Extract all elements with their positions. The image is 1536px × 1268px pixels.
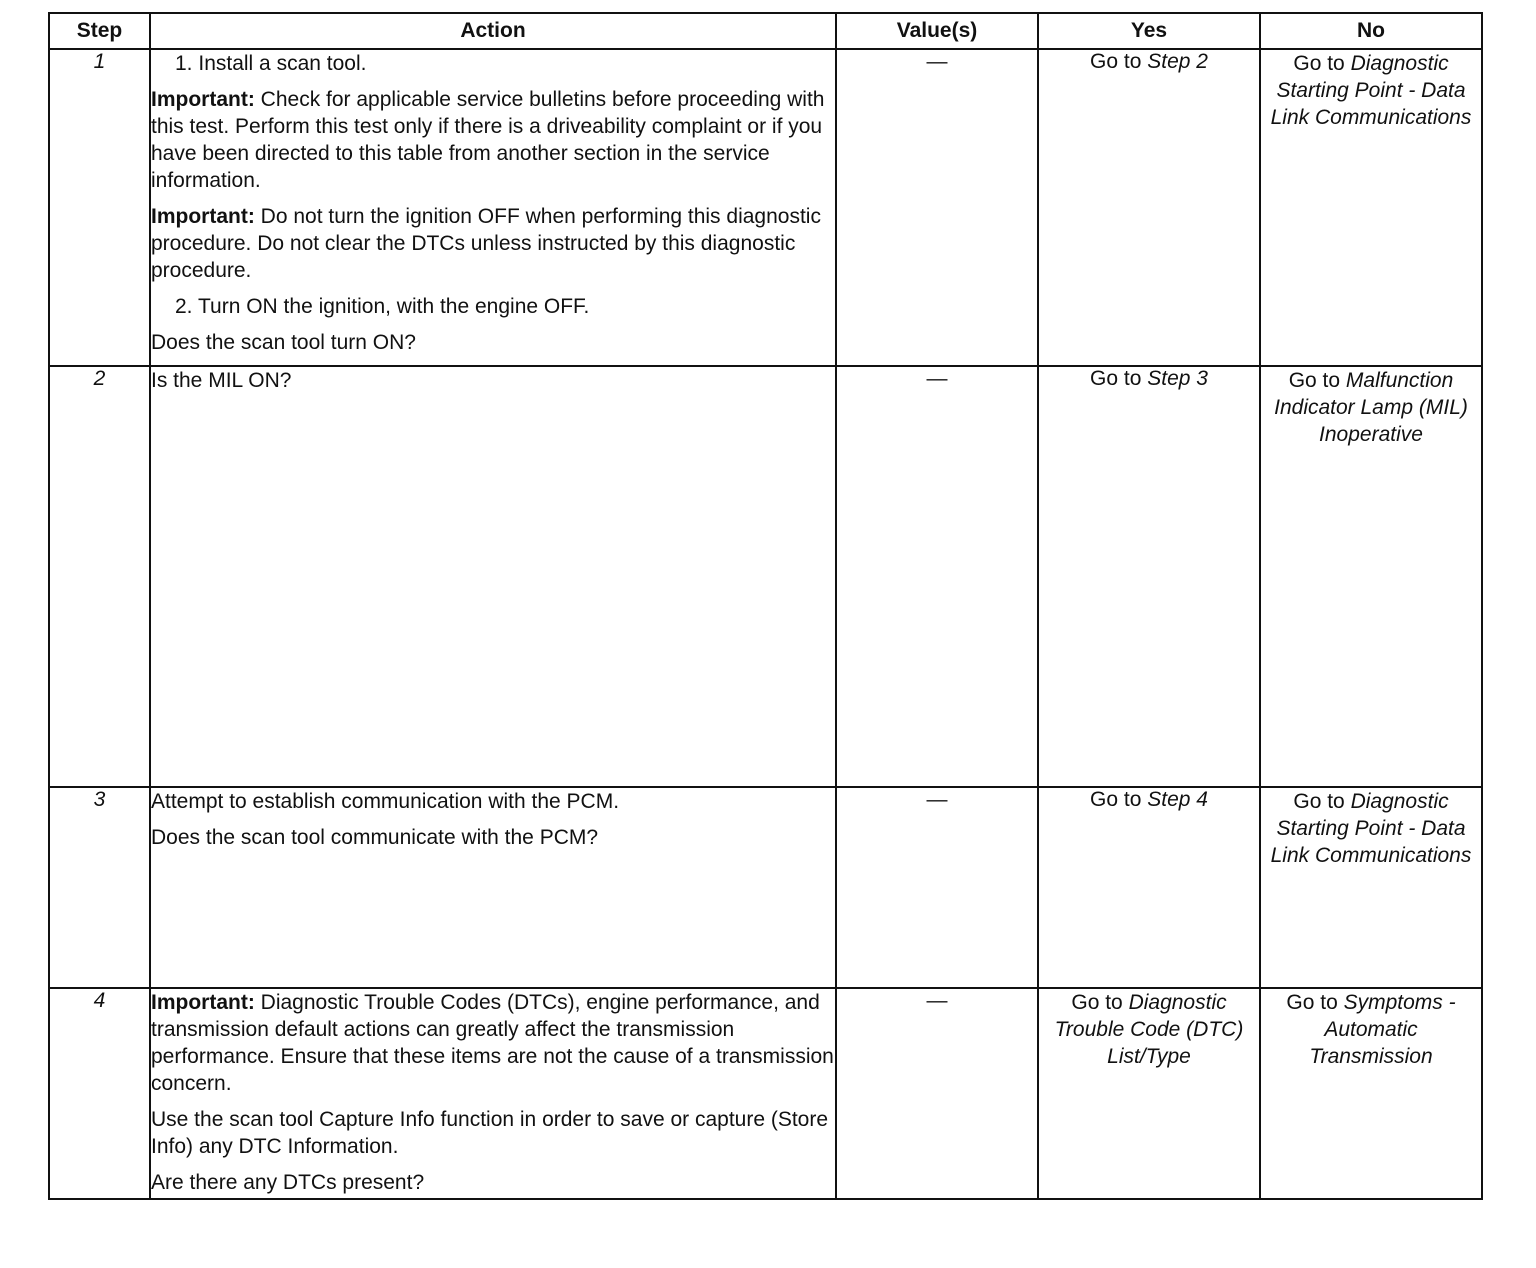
go-to-text: Go to bbox=[1090, 50, 1148, 73]
table-row bbox=[49, 988, 1482, 1199]
column-header-yes: Yes bbox=[1038, 13, 1260, 49]
step-number: 2 bbox=[49, 366, 150, 787]
action-text: Attempt to establish communication with the PCM. bbox=[151, 790, 620, 813]
no-link[interactable]: Diagnostic Starting Point - Data Link Communications bbox=[1270, 52, 1472, 129]
yes-cell bbox=[1038, 366, 1260, 787]
table-row bbox=[49, 366, 1482, 787]
step-number: 4 bbox=[49, 988, 150, 1199]
list-text: Turn ON the ignition, with the engine OFF. bbox=[197, 295, 590, 318]
column-header-action: Action bbox=[150, 13, 836, 49]
important-note bbox=[151, 203, 835, 284]
action-question: Is the MIL ON? bbox=[151, 369, 292, 392]
table-row bbox=[49, 787, 1482, 988]
yes-link[interactable]: Diagnostic Trouble Code (DTC) List/Type bbox=[1054, 991, 1244, 1068]
no-link[interactable]: Symptoms - Automatic Transmission bbox=[1309, 991, 1456, 1068]
go-to-text: Go to bbox=[1071, 991, 1129, 1014]
important-label: Important: bbox=[151, 88, 255, 111]
action-cell bbox=[150, 366, 836, 787]
important-text: Check for applicable service bulletins before proceeding with this test. Perform this test only if there is a driveability complaint or if you have been directed to this table from another section in the service information. bbox=[151, 88, 825, 192]
action-question: Does the scan tool turn ON? bbox=[151, 331, 416, 354]
yes-cell bbox=[1038, 49, 1260, 366]
action-text: Use the scan tool Capture Info function in order to save or capture (Store Info) any DTC Information. bbox=[151, 1108, 829, 1158]
important-text: Do not turn the ignition OFF when performing this diagnostic procedure. Do not clear the DTCs unless instructed by this diagnostic procedure. bbox=[151, 205, 821, 282]
action-list-item bbox=[151, 293, 835, 320]
no-cell bbox=[1260, 49, 1482, 366]
go-to-text: Go to bbox=[1293, 52, 1351, 75]
important-label: Important: bbox=[151, 205, 255, 228]
diagnostic-table bbox=[48, 12, 1483, 1200]
list-text: Install a scan tool. bbox=[198, 52, 367, 75]
action-cell bbox=[150, 49, 836, 366]
action-question: Does the scan tool communicate with the PCM? bbox=[151, 826, 599, 849]
important-label: Important: bbox=[151, 991, 255, 1014]
no-link[interactable]: Malfunction Indicator Lamp (MIL) Inoperative bbox=[1274, 369, 1468, 446]
action-list-item bbox=[151, 50, 835, 77]
action-cell bbox=[150, 787, 836, 988]
value-cell: — bbox=[836, 49, 1038, 366]
go-to-text: Go to bbox=[1090, 367, 1148, 390]
go-to-text: Go to bbox=[1293, 790, 1351, 813]
step-number: 3 bbox=[49, 787, 150, 988]
table-row bbox=[49, 49, 1482, 366]
go-to-text: Go to bbox=[1288, 369, 1346, 392]
yes-cell bbox=[1038, 988, 1260, 1199]
yes-link[interactable]: Step 4 bbox=[1147, 788, 1208, 811]
value-cell: — bbox=[836, 366, 1038, 787]
column-header-values: Value(s) bbox=[836, 13, 1038, 49]
column-header-no: No bbox=[1260, 13, 1482, 49]
important-text: Diagnostic Trouble Codes (DTCs), engine performance, and transmission default actions can greatly affect the transmission performance. Ensure that these items are not the cause of a transmission concern. bbox=[151, 991, 834, 1095]
action-question: Are there any DTCs present? bbox=[151, 1171, 425, 1194]
yes-link[interactable]: Step 3 bbox=[1147, 367, 1208, 390]
no-cell bbox=[1260, 988, 1482, 1199]
column-header-step: Step bbox=[49, 13, 150, 49]
step-number: 1 bbox=[49, 49, 150, 366]
action-cell bbox=[150, 988, 836, 1199]
go-to-text: Go to bbox=[1286, 991, 1344, 1014]
no-link[interactable]: Diagnostic Starting Point - Data Link Communications bbox=[1270, 790, 1472, 867]
value-cell: — bbox=[836, 787, 1038, 988]
table-header-row bbox=[49, 13, 1482, 49]
important-note bbox=[151, 86, 835, 194]
value-cell: — bbox=[836, 988, 1038, 1199]
list-number: 2. bbox=[175, 295, 193, 318]
yes-link[interactable]: Step 2 bbox=[1147, 50, 1208, 73]
no-cell bbox=[1260, 787, 1482, 988]
go-to-text: Go to bbox=[1090, 788, 1148, 811]
list-number: 1. bbox=[175, 52, 193, 75]
important-note bbox=[151, 989, 835, 1097]
yes-cell bbox=[1038, 787, 1260, 988]
no-cell bbox=[1260, 366, 1482, 787]
